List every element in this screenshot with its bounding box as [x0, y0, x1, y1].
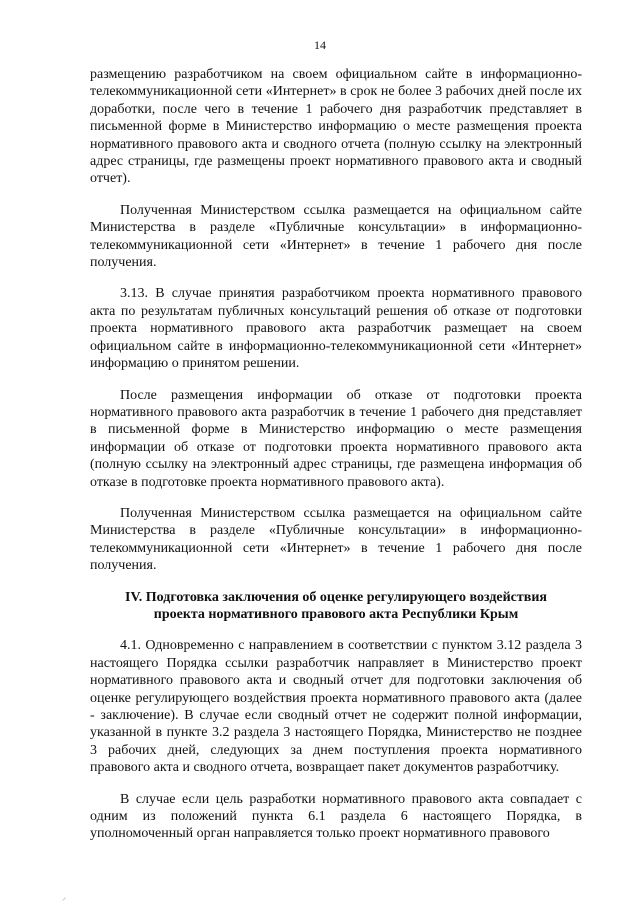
scan-artifact-mark: ⸝ [62, 893, 66, 902]
paragraph: В случае если цель разработки нормативного правового акта совпадает с одним из положений пункта 6.1 раздела 6 настоящего Порядка, в уполномоченный орган направляется только проект нормативного правового [90, 791, 582, 842]
paragraph: 3.13. В случае принятия разработчиком проекта нормативного правового акта по результатам публичных консультаций решения об отказе от подготовки проекта нормативного правового акта разработчик размещает на своем официальном сайте в информационно-телекоммуникационной сети «Интернет» информацию о принятом решении. [90, 286, 582, 372]
paragraph: Полученная Министерством ссылка размещается на официальном сайте Министерства в разделе «Публичные консультации» в информационно-телекоммуникационной сети «Интернет» в течение 1 рабочего дня после получения. [90, 202, 582, 271]
paragraph: размещению разработчиком на своем официальном сайте в информационно-телекоммуникационной сети «Интернет» в срок не более 3 рабочих дней после их доработки, после чего в течение 1 рабочего дня разработчик представляет в письменной форме в Министерство информацию о месте размещения проекта нормативного правового акта и сводного отчета (полную ссылку на электронный адрес страницы, где размещены проект нормативного правового акта и сводный отчет). [90, 67, 582, 187]
paragraph: 4.1. Одновременно с направлением в соответствии с пунктом 3.12 раздела 3 настоящего Порядка ссылки разработчик направляет в Министерство проект нормативного правового акта и сводный отчет для подготовки заключения об оценке регулирующего воздействия проекта нормативного правового акта (далее - заключение). В случае если сводный отчет не содержит полной информации, указанной в пункте 3.2 раздела 3 настоящего Порядка, Министерство не позднее 3 рабочих дней, следующих за днем поступления проекта нормативного правового акта и сводного отчета, возвращает пакет документов разработчику. [90, 638, 582, 776]
paragraph: Полученная Министерством ссылка размещается на официальном сайте Министерства в разделе «Публичные консультации» в информационно-телекоммуникационной сети «Интернет» в течение 1 рабочего дня после получения. [90, 505, 582, 574]
document-body [90, 66, 582, 857]
page-number: 14 [314, 38, 326, 52]
section-heading: IV. Подготовка заключения об оценке регулирующего воздействия проекта нормативного правового акта Республики Крым [125, 589, 547, 622]
paragraph: После размещения информации об отказе от подготовки проекта нормативного правового акта разработчик в течение 1 рабочего дня представляет в письменной форме в Министерство информацию о месте размещения информации об отказе от подготовки проекта нормативного правового акта (полную ссылку на электронный адрес страницы, где размещена информация об отказе в подготовке проекта нормативного правового акта). [90, 387, 582, 490]
